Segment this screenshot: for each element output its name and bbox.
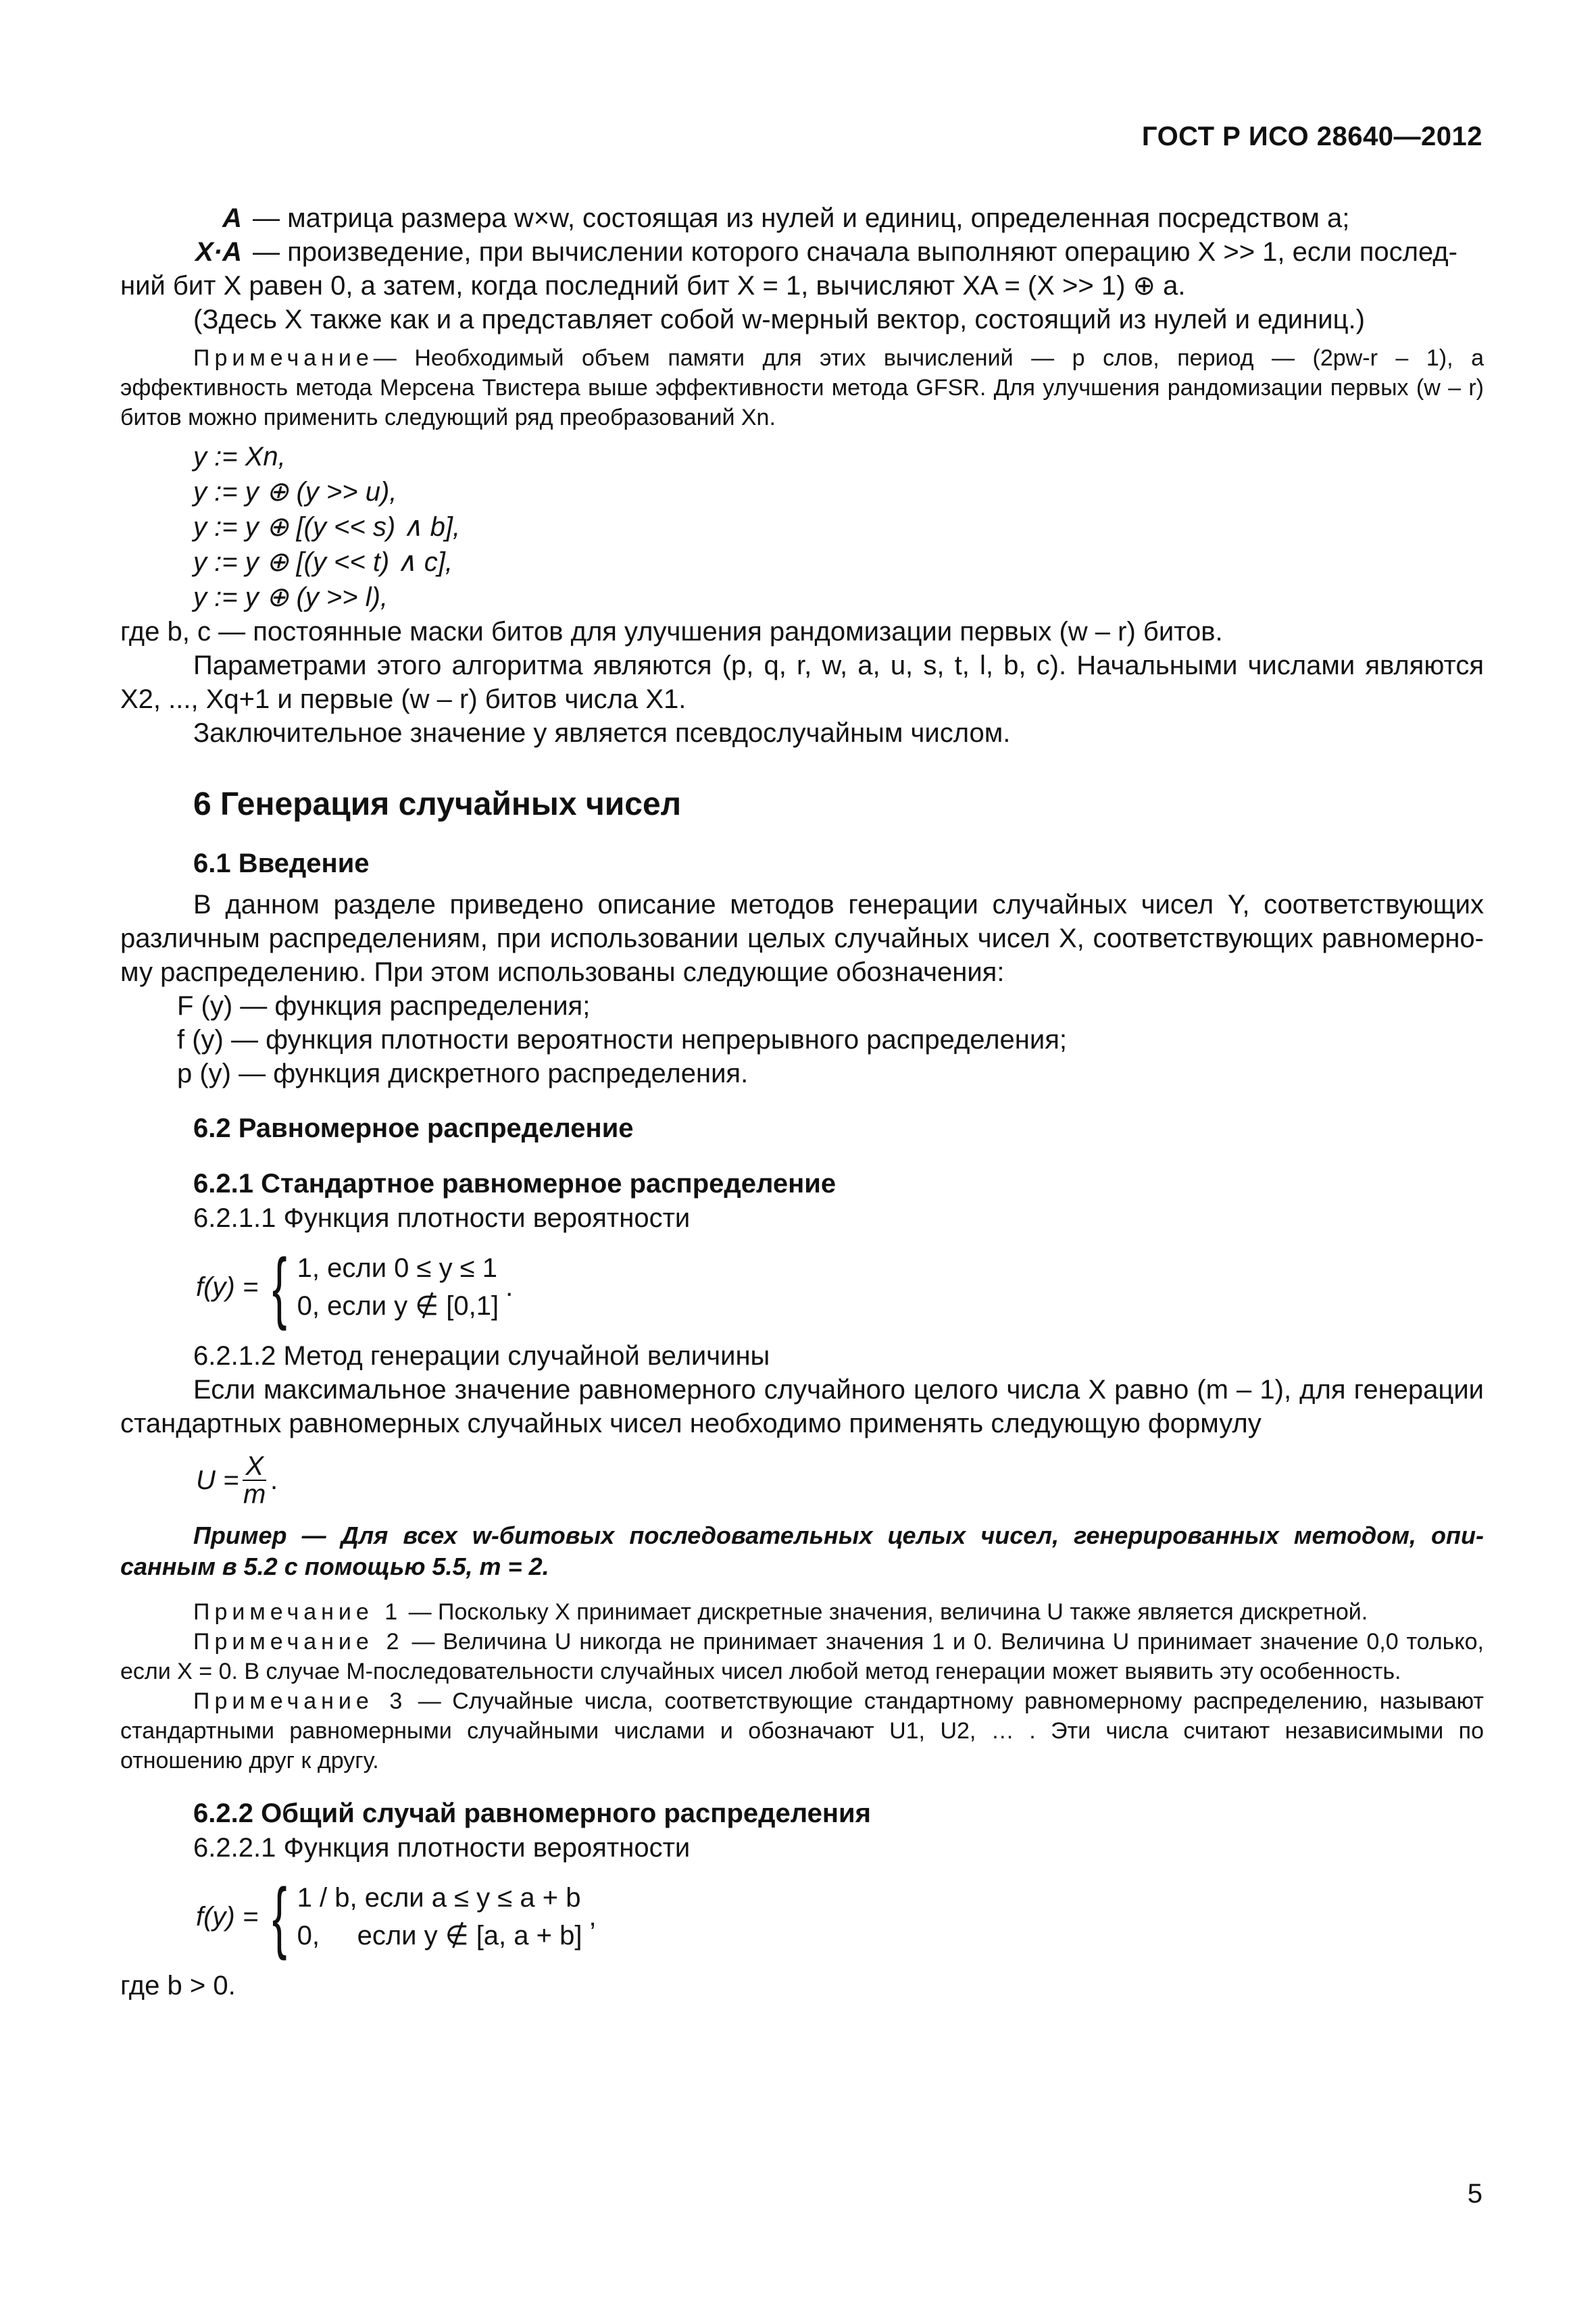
note-text: — Случайные числа, соответствующие стандартному равномерному распределению, называют стандартными равномерными случайными числами и обозначают U1, U2, … . Эти числа считают независимыми по отношению друг к другу.	[120, 1688, 1485, 1774]
note-paragraph	[120, 343, 1484, 432]
formula-lhs: U =	[196, 1465, 239, 1495]
formula-density-general	[196, 1872, 1484, 1961]
formula-density-standard	[196, 1242, 1484, 1332]
note-label: Примечание 3	[193, 1688, 407, 1714]
page-number: 5	[1467, 2179, 1482, 2209]
formula-brace: {	[272, 1242, 287, 1332]
section-title: 6 Генерация случайных чисел	[193, 786, 682, 822]
definition-remark: (Здесь X также как и a представляет собой w-мерный вектор, состоящий из нулей и единиц.)	[193, 305, 1365, 334]
definition-desc: — произведение, при вычислении которого сначала выполняют операцию X >> 1, если послед-	[253, 237, 1457, 267]
clause-title: 6.2.2.1 Функция плотности вероятности	[193, 1833, 691, 1863]
subsection-title: 6.2.1 Стандартное равномерное распределение	[193, 1169, 837, 1199]
subsection-title: 6.2.2 Общий случай равномерного распределения	[193, 1799, 871, 1828]
example-text: Пример — Для всех w-битовых последовательных целых чисел, генерированных методом, описанным в 5.2 с помощью 5.5, m = 2.	[120, 1521, 1484, 1580]
subsection-title: 6.2 Равномерное распределение	[193, 1113, 634, 1143]
formula-lhs: f(y) =	[196, 1901, 259, 1932]
fraction	[243, 1453, 266, 1508]
clause-title: 6.2.1.1 Функция плотности вероятности	[193, 1203, 691, 1233]
note-text: — Поскольку X принимает дискретные значения, величина U также является дискретной.	[408, 1599, 1368, 1625]
symbol-definition: F (y) — функция распределения;	[177, 991, 591, 1021]
transform-line: y := y ⊕ [(y << s) ∧ b],	[193, 512, 461, 542]
formula-brace: {	[272, 1872, 287, 1961]
definition-term: A	[222, 203, 242, 233]
note-text: — Необходимый объем памяти для этих вычислений — p слов, период — (2pw-r – 1), а эффективность метода Мерсена Твистера выше эффективности метода GFSR. Для улучшения рандомизации первых (w – r) битов можно применить следующий ряд преобразований Xn.	[120, 345, 1484, 430]
note-paragraph	[120, 1686, 1484, 1776]
note-paragraph	[120, 1627, 1484, 1686]
note-paragraph	[120, 1597, 1484, 1627]
transform-line: y := y ⊕ [(y << t) ∧ c],	[193, 547, 453, 577]
definition-continuation: ний бит X равен 0, а затем, когда последний бит X = 1, вычисляют XA = (X >> 1) ⊕ a.	[120, 271, 1186, 301]
note-text: — Величина U никогда не принимает значения 1 и 0. Величина U принимает значение 0,0 только, если X = 0. В случае М-последовательности случайных чисел любой метод генерации может выявить эту особенность.	[120, 1629, 1485, 1684]
transform-list	[120, 439, 1484, 615]
symbol-definition: p (y) — функция дискретного распределения.	[177, 1059, 749, 1088]
formula-cases	[297, 1249, 499, 1325]
masks-text: где b, c — постоянные маски битов для улучшения рандомизации первых (w – r) битов.	[120, 617, 1223, 647]
formula-cases	[297, 1879, 582, 1955]
formula-end: .	[505, 1272, 514, 1302]
transform-line: y := y ⊕ (y >> u),	[193, 477, 397, 507]
fraction-numerator: X	[243, 1453, 266, 1481]
final-text: Заключительное значение y является псевдослучайным числом.	[193, 718, 1011, 748]
intro-text: В данном разделе приведено описание методов генерации случайных чисел Y, соответствующих различным распределениям, при использовании целых случайных чисел X, соответствующих равномерному распределению. При этом использованы следующие обозначения:	[120, 890, 1484, 987]
note-label: Примечание 1	[193, 1599, 403, 1625]
where-b-text: где b > 0.	[120, 1971, 236, 2001]
transform-line: y := y ⊕ (y >> l),	[193, 582, 389, 612]
formula-case: 0, если y ∉ [a, a + b]	[297, 1921, 582, 1951]
symbol-definition: f (y) — функция плотности вероятности непрерывного распределения;	[177, 1025, 1068, 1055]
note-label: Примечание	[193, 345, 374, 371]
formula-lhs: f(y) =	[196, 1272, 259, 1302]
clause-title: 6.2.1.2 Метод генерации случайной величины	[193, 1341, 770, 1371]
formula-end: ,	[589, 1901, 597, 1932]
fraction-denominator: m	[243, 1480, 266, 1509]
subsection-title: 6.1 Введение	[193, 849, 370, 878]
method-text: Если максимальное значение равномерного случайного целого числа X равно (m – 1), для генерации стандартных равномерных случайных чисел необходимо применять следующую формулу	[120, 1375, 1484, 1438]
document-header: ГОСТ Р ИСО 28640—2012	[1141, 122, 1482, 151]
params-text: Параметрами этого алгоритма являются (p, q, r, w, a, u, s, t, l, b, c). Начальными числами являются X2, ..., Xq+1 и первые (w – r) битов числа X1.	[120, 651, 1484, 714]
formula-end: .	[270, 1465, 278, 1495]
formula-u	[196, 1453, 1484, 1508]
formula-case: 1 / b, если a ≤ y ≤ a + b	[297, 1883, 581, 1913]
formula-case: 1, если 0 ≤ y ≤ 1	[297, 1253, 498, 1283]
definition-desc: — матрица размера w×w, состоящая из нулей и единиц, определенная посредством a;	[253, 203, 1350, 233]
transform-line: y := Xn,	[193, 442, 286, 472]
definition-term: X·A	[195, 237, 242, 267]
page-content	[120, 201, 1484, 2003]
formula-case: 0, если y ∉ [0,1]	[297, 1291, 499, 1321]
definition-row	[120, 201, 1484, 235]
definition-row	[120, 235, 1484, 269]
note-label: Примечание 2	[193, 1629, 404, 1655]
